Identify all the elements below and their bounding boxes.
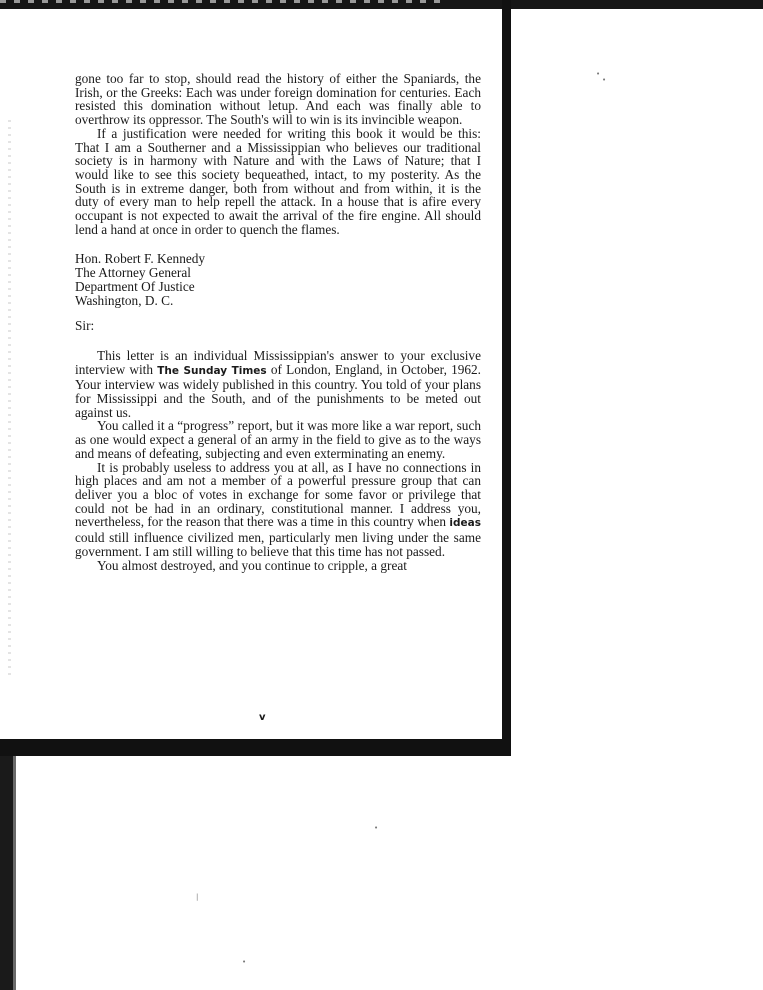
paragraph-text: could still influence civilized men, particularly men living under the same government. I am still willing to believe that this time has not passed. — [75, 530, 481, 559]
paragraph-justification: If a justification were needed for writing this book it would be this: That I am a Southerner and a Mississippian who believes our traditional society is in harmony with Nature and with the Laws of Nature; that I would like to see this society bequeathed, intact, to my posterity. As the South is in extreme danger, both from without and from within, it is the duty of every man to help repell the attack. In a house that is afire every occupant is not expected to await the arrival of the fire engine. All should lend a hand at once in order to quench the flames. — [75, 125, 481, 237]
paragraph-address-reason — [75, 461, 481, 559]
letter-salutation: Sir: — [75, 318, 95, 334]
left-faint-edge — [8, 120, 11, 680]
scan-speck: • — [602, 76, 607, 84]
page-number: v — [259, 712, 266, 723]
paragraph-letter-intro — [75, 349, 481, 420]
paragraph-text: It is probably useless to address you at all, as I have no connections in high places and am not a member of a powerful pressure group that can deliver you a bloc of votes in exchange for some favor or privilege that could not be had in an ordinary, constitutional manner. I address you, nevertheless, for the reason that there was a time in this country when — [75, 459, 481, 530]
scan-speck: • — [596, 70, 601, 78]
scan-speck: | — [196, 893, 199, 901]
top-scan-dashes — [0, 0, 440, 3]
bottom-scan-edge — [0, 739, 511, 756]
paragraph-text: This letter is an individual Mississippian's answer to your exclusive interview with — [75, 347, 481, 377]
address-department: Department Of Justice — [75, 278, 195, 294]
paragraph-text: of London, England, in October, 1962. Your interview was widely published in this country. You told of your plans for Mississippi and the South, and of the punishments to be meted out against us. — [75, 361, 481, 420]
book-page-text — [75, 72, 481, 572]
newspaper-name: The Sunday Times — [157, 364, 267, 377]
scan-speck: • — [374, 824, 379, 832]
address-city: Washington, D. C. — [75, 292, 174, 308]
emphasized-word: ideas — [449, 517, 481, 530]
address-title: The Attorney General — [75, 265, 191, 281]
spacer — [75, 236, 481, 252]
paragraph-progress-report: You called it a “progress” report, but it was more like a war report, such as one would expect a general of an army in the field to give as to the ways and means of defeating, subjecting and even exterminating an enemy. — [75, 418, 481, 461]
spacer — [75, 333, 481, 349]
scan-speck: • — [242, 958, 247, 966]
paragraph-history: gone too far to stop, should read the history of either the Spaniards, the Irish, or the Greeks: Each was under foreign domination for centuries. Each resisted this domination without letup. And each was finally able to overthrow its oppressor. The South's will to win is its invincible weapon. — [75, 71, 481, 128]
right-scan-edge — [502, 0, 511, 748]
spacer — [75, 307, 481, 319]
letter-address-block — [75, 252, 481, 307]
paragraph-continuation: You almost destroyed, and you continue to cripple, a great — [97, 557, 407, 573]
left-scan-edge — [0, 756, 22, 990]
address-name: Hon. Robert F. Kennedy — [75, 251, 206, 267]
